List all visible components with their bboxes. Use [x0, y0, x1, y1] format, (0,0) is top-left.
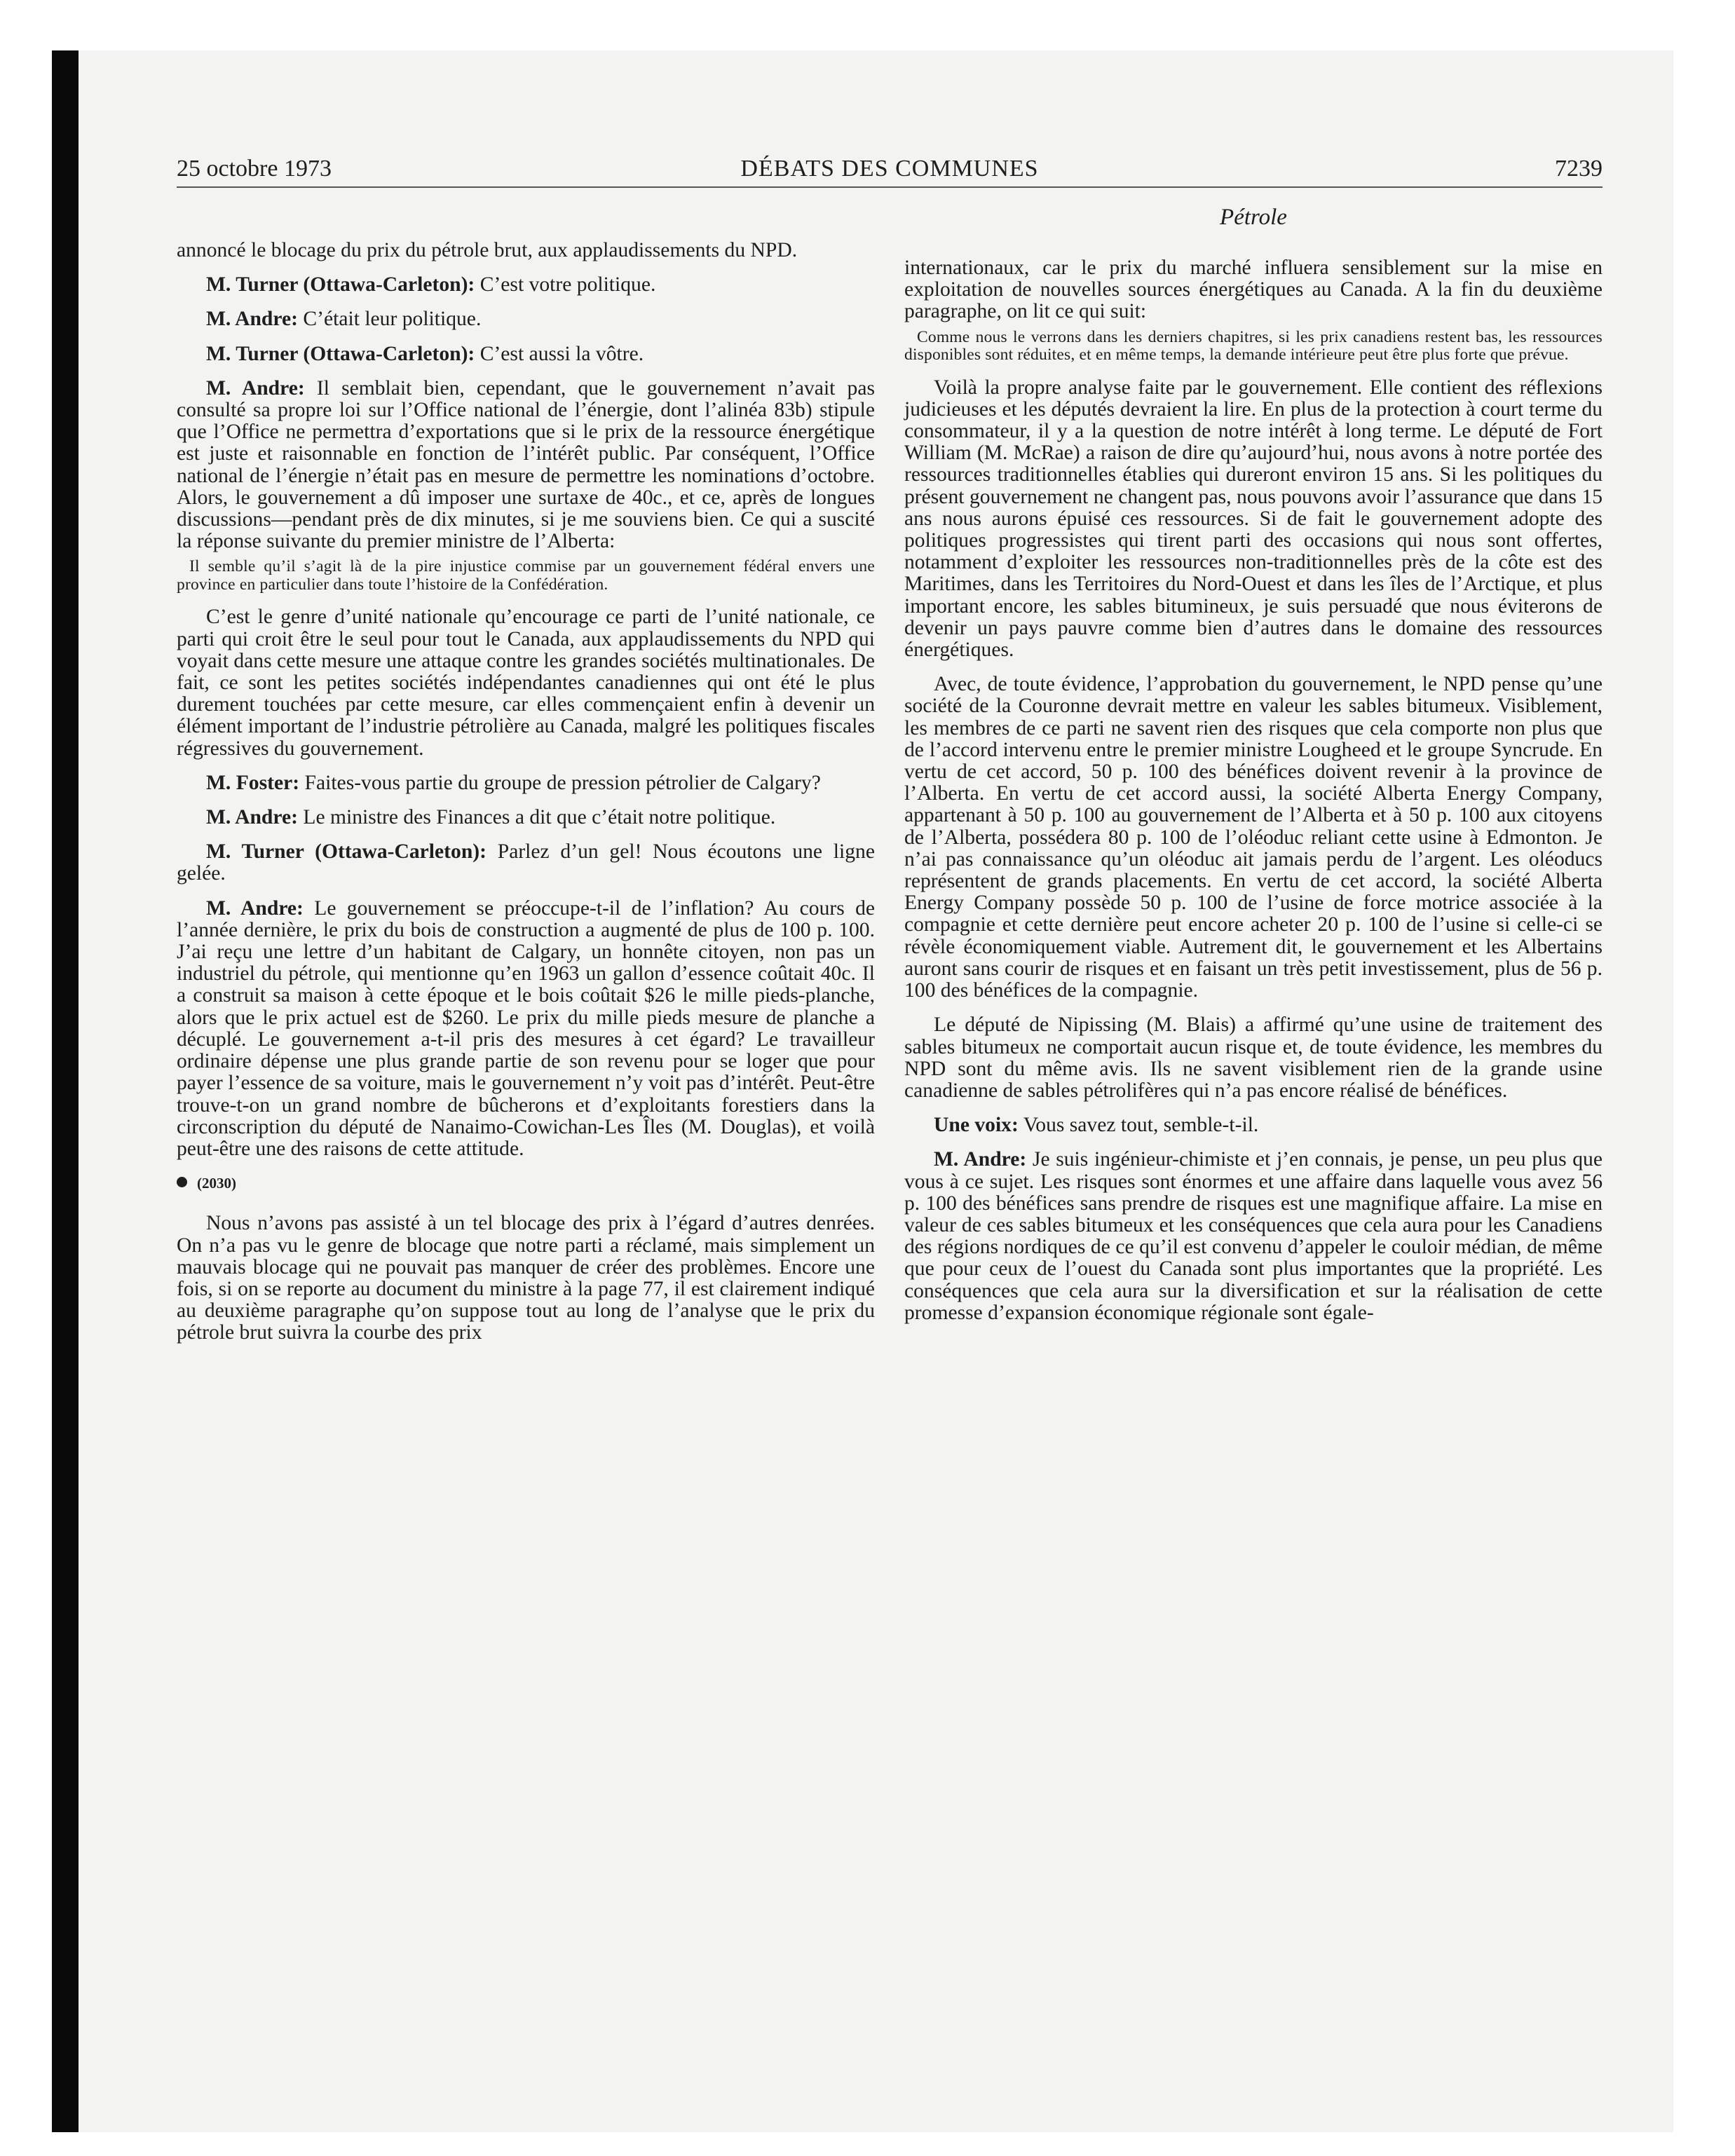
speech-text: Faites-vous partie du groupe de pression pétrolier de Calgary? — [304, 771, 821, 794]
speech — [177, 343, 875, 365]
scan-edge-bar — [52, 50, 79, 2132]
header-date: 25 octobre 1973 — [177, 156, 332, 182]
speech — [177, 274, 875, 296]
speaker-name: M. Turner (Ottawa-Carleton): — [206, 273, 475, 296]
speech-text: Le ministre des Finances a dit que c’était notre politique. — [303, 806, 776, 829]
paragraph: Voilà la propre analyse faite par le gouvernement. Elle contient des réflexions judicieuses et les députés devraient la lire. En plus de la protection à court terme du consommateur, il y a la question de notre intérêt à long terme. Le député de Fort William (M. McRae) a raison de dire qu’aujourd’hui, nous avons à notre portée des ressources traditionnelles établies qui dureront environ 15 ans. Si les politiques du présent gouvernement ne changent pas, nous pouvons avoir l’assurance que dans 15 ans nous aurons épuisé ces ressources. Si de fait le gouvernement adopte des politiques progressistes qui tirent parti des occasions qui nous sont offertes, notamment d’exploiter les ressources non-traditionnelles près de la côte est des Maritimes, dans les Territoires du Nord-Ouest et dans les îles de l’Arctique, et plus important encore, les sables bitumineux, je suis persuadé que nous éviterons de devenir un pays pauvre comme bien d’autres dans le domaine des ressources énergétiques. — [904, 376, 1603, 662]
speech — [177, 378, 875, 553]
speech — [904, 1149, 1603, 1324]
header-title: DÉBATS DES COMMUNES — [740, 156, 1039, 182]
speaker-name: M. Turner (Ottawa-Carleton): — [206, 342, 475, 365]
speech-text: Il semblait bien, cependant, que le gouvernement n’avait pas consulté sa propre loi sur l’Office national de l’énergie, dont l’alinéa 83b) stipule que l’Office ne permettra d’exportations que si le prix de la ressource énergétique est juste et raisonnable en fonction de l’intérêt public. Par conséquent, l’Office national de l’énergie n’était pas en mesure de permettre les nominations d’octobre. Alors, le gouvernement a dû imposer une surtaxe de 40c., et ce, après de longues discussions—pendant près de dix minutes, si je me souviens bien. Ce qui a suscité la réponse suivante du premier ministre de l’Alberta: — [177, 376, 875, 553]
paragraph: annoncé le blocage du prix du pétrole brut, aux applaudissements du NPD. — [177, 239, 798, 261]
speaker-name: M. Andre: — [206, 308, 298, 331]
speaker-name: Une voix: — [934, 1114, 1019, 1137]
speech-text: Je suis ingénieur-chimiste et j’en connais, je pense, un peu plus que vous à ce sujet. Les risques sont énormes et une affaire dans laquelle vous avez 56 p. 100 des bénéfices sans prendre de risques est une magnifique affaire. La mise en valeur de ces sables bitumeux et les conséquences que cela aura pour les Canadiens des régions nordiques de ce qu’il est convenu d’appeler le couloir médian, de même que pour ceux de l’ouest du Canada sont plus importantes que la propriété. Les conséquences que cela aura sur la diversification et sur la réalisation de cette promesse d’expansion économique régionale sont égale- — [904, 1148, 1603, 1324]
page-header — [177, 153, 1603, 188]
paragraph: Nous n’avons pas assisté à un tel blocage des prix à l’égard d’autres denrées. On n’a pas vu le genre de blocage que notre parti a réclamé, mais simplement un mauvais blocage qui ne pouvait pas manquer de créer des problèmes. Encore une fois, si on se reporte au document du ministre à la page 77, il est clairement indiqué au deuxième paragraphe qu’on suppose tout au long de l’analyse que le prix du pétrole brut suivra la courbe des prix — [177, 1212, 875, 1344]
speech — [177, 841, 875, 885]
speaker-name: M. Andre: — [934, 1148, 1027, 1171]
bullet-icon — [177, 1177, 187, 1187]
time-marker-text: (2030) — [197, 1175, 236, 1192]
block-quote: Il semble qu’il s’agit là de la pire injustice commise par un gouvernement fédéral envers une province en particulier dans toute l’histoire de la Confédération. — [177, 557, 875, 594]
speech-text: Le gouvernement se préoccupe-t-il de l’inflation? Au cours de l’année dernière, le prix du bois de construction a augmenté de plus de 100 p. 100. J’ai reçu une lettre d’un habitant de Calgary, un honnête citoyen, non pas un industriel du pétrole, qui mentionne qu’en 1963 un gallon d’essence coûtait 40c. Il a construit sa maison à cette époque et le bois coûtait $26 le mille pieds-planche, alors que le prix actuel est de $260. Le prix du mille pieds mesure de planche a décuplé. Le gouvernement a-t-il pris des mesures à cet égard? Le travailleur ordinaire dépense une plus grande partie de son revenu pour se loger que pour payer l’essence de sa voiture, mais le gouvernement n’y voit pas d’intérêt. Peut-être trouve-t-on un grand nombre de bûcherons et d’exploitants forestiers dans la circonscription du député de Nanaimo-Cowichan-Les Îles (M. Douglas), et voilà peut-être une des raisons de cette attitude. — [177, 896, 876, 1160]
speech-text: C’était leur politique. — [303, 308, 482, 331]
speech — [904, 1114, 1603, 1136]
section-title: Pétrole — [1220, 205, 1287, 230]
page-number: 7239 — [1555, 156, 1603, 182]
speech — [177, 807, 875, 828]
paragraph: C’est le genre d’unité nationale qu’encourage ce parti de l’unité nationale, ce parti qui croit être le seul pour tout le Canada, aux applaudissements du NPD qui voyait dans cette mesure une attaque contre les grandes sociétés multinationales. De fait, ce sont les petites sociétés indépendantes canadiennes qui ont été le plus durement touchées par cette mesure, car elles commençaient enfin à devenir un élément important de l’industrie pétrolière au Canada, malgré les politiques fiscales régressives du gouvernement. — [177, 606, 875, 760]
header-rule — [177, 186, 1603, 188]
paragraph: Avec, de toute évidence, l’approbation du gouvernement, le NPD pense qu’une société de la Couronne devrait mettre en valeur les sables bitumeux. Visiblement, les membres de ce parti ne savent rien des risques que cela comporte non plus que de l’accord intervenu entre le premier ministre Lougheed et le groupe Syncrude. En vertu de cet accord, 50 p. 100 des bénéfices doivent revenir à la province de l’Alberta. En vertu de cet accord aussi, la société Alberta Energy Company, appartenant à 50 p. 100 au gouvernement de l’Alberta et à 50 p. 100 aux citoyens de l’Alberta, possédera 80 p. 100 de l’oléoduc reliant cette usine à Edmonton. Je n’ai pas connaissance qu’un oléoduc ait jamais perdu de l’argent. Les oléoducs représentent de grands placements. En vertu de cet accord, la société Alberta Energy Company possède 50 p. 100 de l’usine de force motrice associée à la compagnie et cette dernière peut encore acheter 20 p. 100 de l’usine si celle-ci se révèle économiquement viable. Autrement dit, le gouvernement et les Albertains auront sans courir de risques et en faisant un très petit investissement, plus de 56 p. 100 des bénéfices de la compagnie. — [904, 673, 1603, 1002]
speech-text: C’est votre politique. — [479, 273, 656, 296]
paragraph: internationaux, car le prix du marché influera sensiblement sur la mise en exploitation de nouvelles sources énergétiques au Canada. A la fin du deuxième paragraphe, on lit ce qui suit: — [904, 257, 1603, 323]
speech — [177, 898, 875, 1160]
speech — [177, 308, 875, 330]
speaker-name: M. Andre: — [206, 806, 298, 829]
paragraph: Le député de Nipissing (M. Blais) a affirmé qu’une usine de traitement des sables bitumeux ne comportait aucun risque et, de toute évidence, les membres du NPD sont du même avis. Ils ne savent visiblement rien de la grande usine canadienne de sables pétrolifères qui n’a pas encore réalisé de bénéfices. — [904, 1014, 1603, 1102]
speech-text: C’est aussi la vôtre. — [479, 342, 644, 365]
speech-text: Vous savez tout, semble-t-il. — [1023, 1114, 1259, 1137]
speaker-name: M. Andre: — [206, 376, 305, 400]
speech-text: Parlez d’un gel! Nous écoutons une ligne gelée. — [177, 840, 875, 885]
block-quote: Comme nous le verrons dans les derniers chapitres, si les prix canadiens restent bas, les ressources disponibles sont réduites, et en même temps, la demande intérieure peut être plus forte que prévue. — [904, 327, 1603, 364]
left-column — [177, 240, 875, 1357]
speaker-name: M. Foster: — [206, 771, 300, 794]
speaker-name: M. Andre: — [206, 896, 304, 920]
time-marker — [177, 1173, 875, 1194]
speech — [177, 772, 875, 794]
speaker-name: M. Turner (Ottawa-Carleton): — [206, 840, 487, 864]
right-column — [904, 257, 1603, 1337]
